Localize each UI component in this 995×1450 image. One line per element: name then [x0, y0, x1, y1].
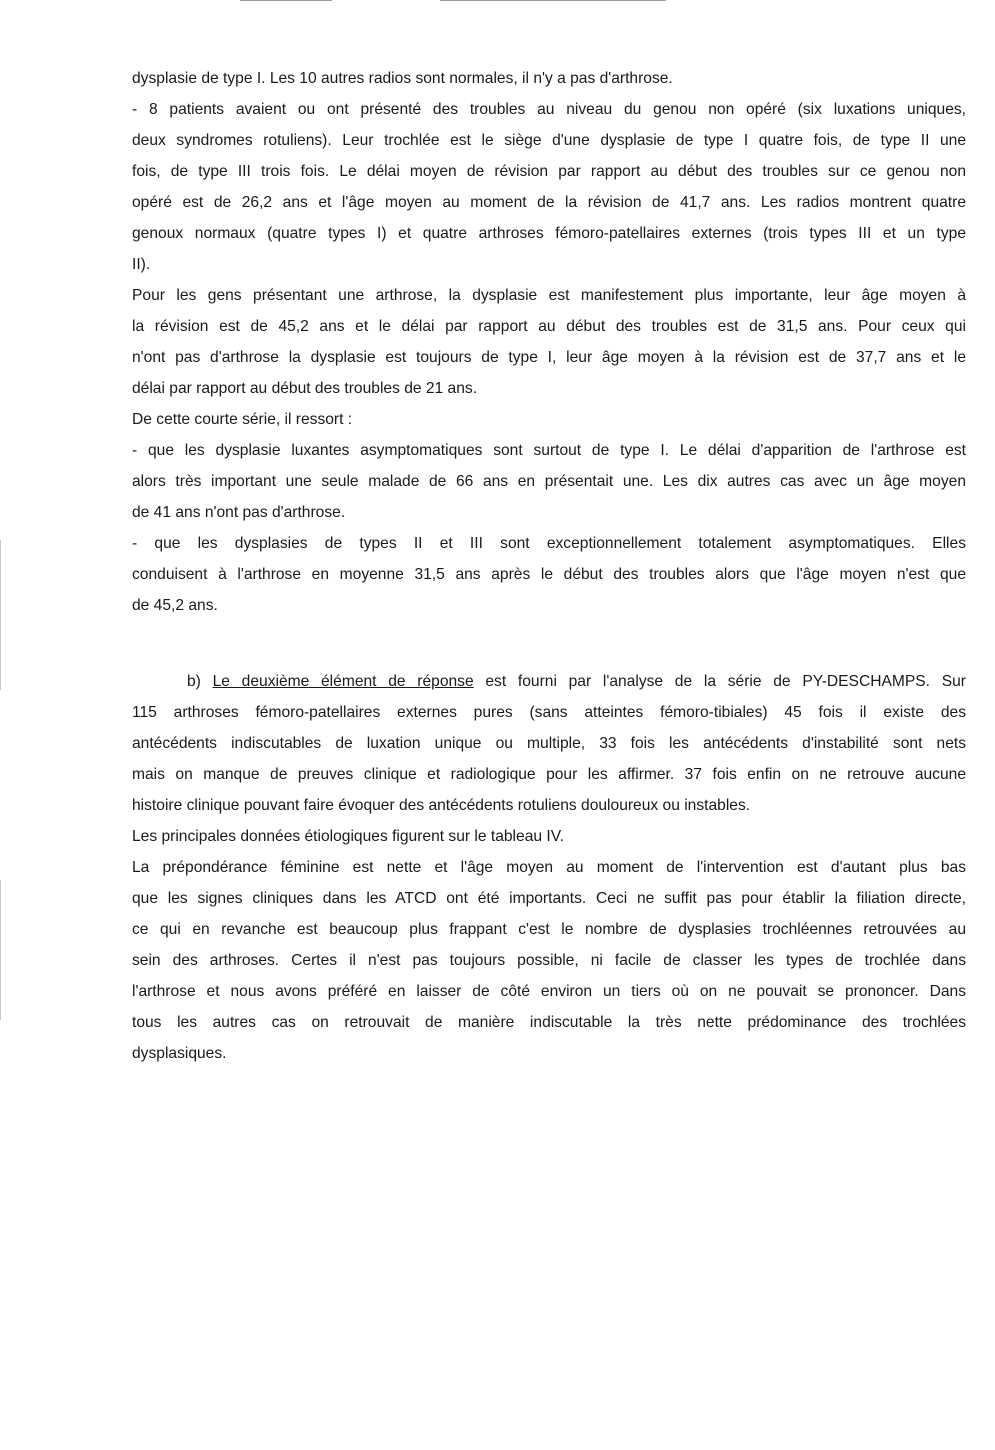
section-b-first-line	[132, 666, 966, 697]
text-line: délai par rapport au début des troubles de 21 ans.	[132, 380, 478, 397]
section-b-first-line-rest: est fourni par l'analyse de la série de PY-DESCHAMPS. Sur	[485, 673, 966, 690]
text-line: opéré est de 26,2 ans et l'âge moyen au moment de la révision de 41,7 ans. Les radios montrent quatre	[132, 194, 966, 211]
text-line: conduisent à l'arthrose en moyenne 31,5 ans après le début des troubles alors que l'âge moyen n'est que	[132, 566, 966, 583]
text-line: - 8 patients avaient ou ont présenté des troubles au niveau du genou non opéré (six luxations uniques,	[132, 101, 966, 118]
text-line: de 41 ans n'ont pas d'arthrose.	[132, 504, 346, 521]
text-line: ce qui en revanche est beaucoup plus frappant c'est le nombre de dysplasies trochléennes retrouvées au	[132, 921, 966, 938]
text-line: genoux normaux (quatre types I) et quatre arthroses fémoro-patellaires externes (trois types III et un type	[132, 225, 966, 242]
text-line: dysplasiques.	[132, 1045, 227, 1062]
text-line: mais on manque de preuves clinique et radiologique pour les affirmer. 37 fois enfin on ne retrouve aucune	[132, 766, 966, 783]
text-line: II).	[132, 256, 151, 273]
text-line: que les signes cliniques dans les ATCD ont été importants. Ceci ne suffit pas pour établir la filiation directe,	[132, 890, 966, 907]
text-line: n'ont pas d'arthrose la dysplasie est toujours de type I, leur âge moyen à la révision est de 37,7 ans et le	[132, 349, 966, 366]
text-line: antécédents indiscutables de luxation unique ou multiple, 33 fois les antécédents d'instabilité sont nets	[132, 735, 966, 752]
section-b-heading: Le deuxième élément de réponse	[212, 673, 474, 690]
text-line: histoire clinique pouvant faire évoquer des antécédents rotuliens douloureux ou instables.	[132, 797, 751, 814]
text-line: Les principales données étiologiques figurent sur le tableau IV.	[132, 828, 565, 845]
text-line: de 45,2 ans.	[132, 597, 218, 614]
body-text-lower	[132, 666, 966, 1069]
top-rule-right	[440, 0, 666, 1]
text-line: La prépondérance féminine est nette et l'âge moyen au moment de l'intervention est d'autant plus bas	[132, 859, 966, 876]
text-line: Pour les gens présentant une arthrose, la dysplasie est manifestement plus importante, leur âge moyen à	[132, 287, 966, 304]
body-text-upper	[132, 63, 966, 621]
scan-edge-mark	[0, 540, 1, 690]
text-line: la révision est de 45,2 ans et le délai par rapport au début des troubles est de 31,5 ans. Pour ceux qui	[132, 318, 966, 335]
scan-edge-mark	[0, 880, 1, 1020]
text-line: - que les dysplasies de types II et III sont exceptionnellement totalement asymptomatiques. Elles	[132, 535, 966, 552]
text-line: 115 arthroses fémoro-patellaires externes pures (sans atteintes fémoro-tibiales) 45 fois il existe des	[132, 704, 966, 721]
text-line: l'arthrose et nous avons préféré en laisser de côté environ un tiers où on ne pouvait se prononcer. Dans	[132, 983, 966, 1000]
text-line: - que les dysplasie luxantes asymptomatiques sont surtout de type I. Le délai d'apparition de l'arthrose est	[132, 442, 966, 459]
text-line: fois, de type III trois fois. Le délai moyen de révision par rapport au début des troubles sur ce genou non	[132, 163, 966, 180]
text-line: sein des arthroses. Certes il n'est pas toujours possible, ni facile de classer les types de trochlée dans	[132, 952, 966, 969]
text-line: dysplasie de type I. Les 10 autres radios sont normales, il n'y a pas d'arthrose.	[132, 70, 673, 87]
text-line: tous les autres cas on retrouvait de manière indiscutable la très nette prédominance des trochlées	[132, 1014, 966, 1031]
text-line: deux syndromes rotuliens). Leur trochlée est le siège d'une dysplasie de type I quatre fois, de type II une	[132, 132, 966, 149]
text-line: alors très important une seule malade de 66 ans en présentait une. Les dix autres cas avec un âge moyen	[132, 473, 966, 490]
text-line: De cette courte série, il ressort :	[132, 411, 353, 428]
top-rule-left	[240, 0, 332, 1]
section-b-prefix: b)	[187, 673, 201, 690]
